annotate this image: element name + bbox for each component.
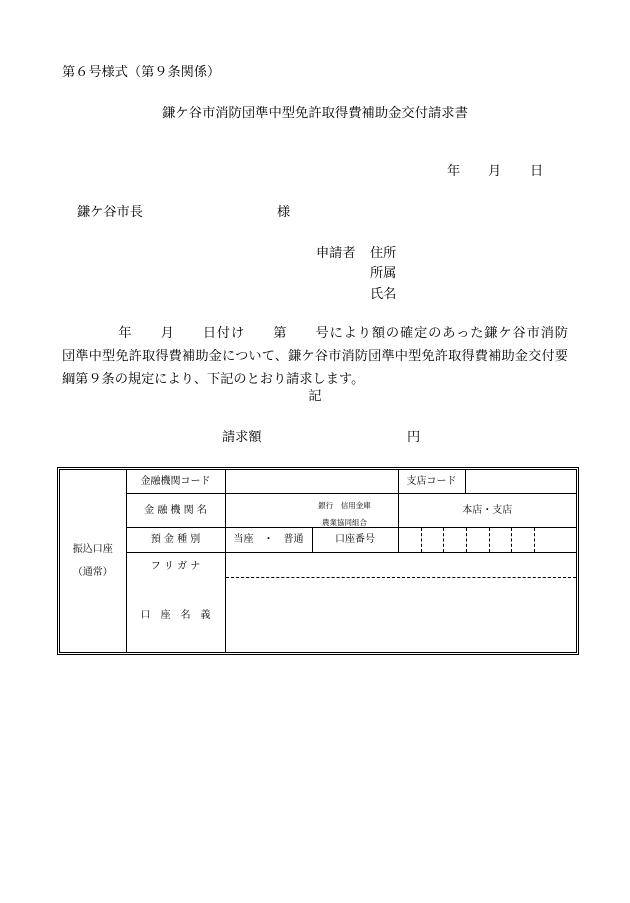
branch-type-field: 本店・支店 bbox=[398, 493, 576, 527]
claim-amount-unit: 円 bbox=[407, 430, 421, 445]
furigana-divider bbox=[226, 577, 577, 578]
body-line: 綱第９条の規定により、下記のとおり請求します。 bbox=[62, 372, 365, 387]
account-number-label: 口座番号 bbox=[312, 527, 398, 552]
name-label: 氏名 bbox=[370, 287, 397, 302]
bank-code-field bbox=[225, 470, 398, 493]
account-number-digit-box bbox=[399, 528, 422, 552]
account-holder-label-cell bbox=[126, 552, 225, 652]
bank-account-table bbox=[57, 467, 579, 655]
branch-code-label: 支店コード bbox=[398, 470, 465, 493]
account-number-digit-box bbox=[444, 528, 467, 552]
affiliation-label: 所属 bbox=[370, 266, 397, 281]
transfer-account-label: 振込口座 bbox=[72, 544, 113, 555]
account-number-digit-box bbox=[467, 528, 490, 552]
branch-code-field bbox=[465, 470, 576, 493]
transfer-account-cell bbox=[60, 470, 126, 652]
body-line: 年 月 日付け 第 号により額の確定のあった鎌ケ谷市消防 bbox=[62, 326, 568, 341]
deposit-type-options: 当座 ・ 普通 bbox=[225, 527, 312, 552]
date-year-label: 年 bbox=[447, 164, 461, 179]
account-number-digit-box bbox=[422, 528, 444, 552]
bank-code-label: 金融機関コード bbox=[126, 470, 225, 493]
account-number-digit-box bbox=[535, 528, 577, 552]
request-body-text bbox=[62, 322, 568, 391]
bank-type-line: 農業協同組合 bbox=[322, 517, 367, 527]
body-line: 団準中型免許取得費補助金について、鎌ケ谷市消防団準中型免許取得費補助金交付要 bbox=[62, 349, 568, 364]
ki-heading: 記 bbox=[308, 389, 322, 404]
addressee-name: 鎌ケ谷市長 bbox=[77, 205, 143, 220]
deposit-type-label: 預 金 種 別 bbox=[126, 527, 225, 552]
account-holder-label: 口 座 名 義 bbox=[140, 609, 211, 621]
bank-name-label: 金 融 機 関 名 bbox=[126, 493, 225, 527]
bank-type-line: 銀行 信用金庫 bbox=[318, 500, 371, 510]
account-number-digit-box bbox=[512, 528, 535, 552]
date-day-label: 日 bbox=[530, 164, 544, 179]
addressee-honorific: 様 bbox=[277, 205, 291, 220]
furigana-label: フ リ ガ ナ bbox=[150, 560, 201, 572]
document-title: 鎌ケ谷市消防団準中型免許取得費補助金交付請求書 bbox=[162, 106, 468, 121]
account-number-field bbox=[398, 527, 576, 552]
account-number-digit-boxes bbox=[399, 528, 577, 552]
claim-amount-label: 請求額 bbox=[222, 430, 262, 445]
date-month-label: 月 bbox=[488, 164, 502, 179]
address-label: 住所 bbox=[370, 246, 397, 261]
transfer-account-sublabel: （通常） bbox=[72, 567, 113, 578]
form-number: 第６号様式（第９条関係） bbox=[62, 65, 221, 80]
bank-type-options bbox=[316, 497, 374, 531]
account-number-digit-box bbox=[490, 528, 512, 552]
account-holder-field bbox=[225, 552, 576, 652]
applicant-label: 申請者 bbox=[316, 246, 356, 261]
bank-name-field bbox=[225, 493, 398, 527]
